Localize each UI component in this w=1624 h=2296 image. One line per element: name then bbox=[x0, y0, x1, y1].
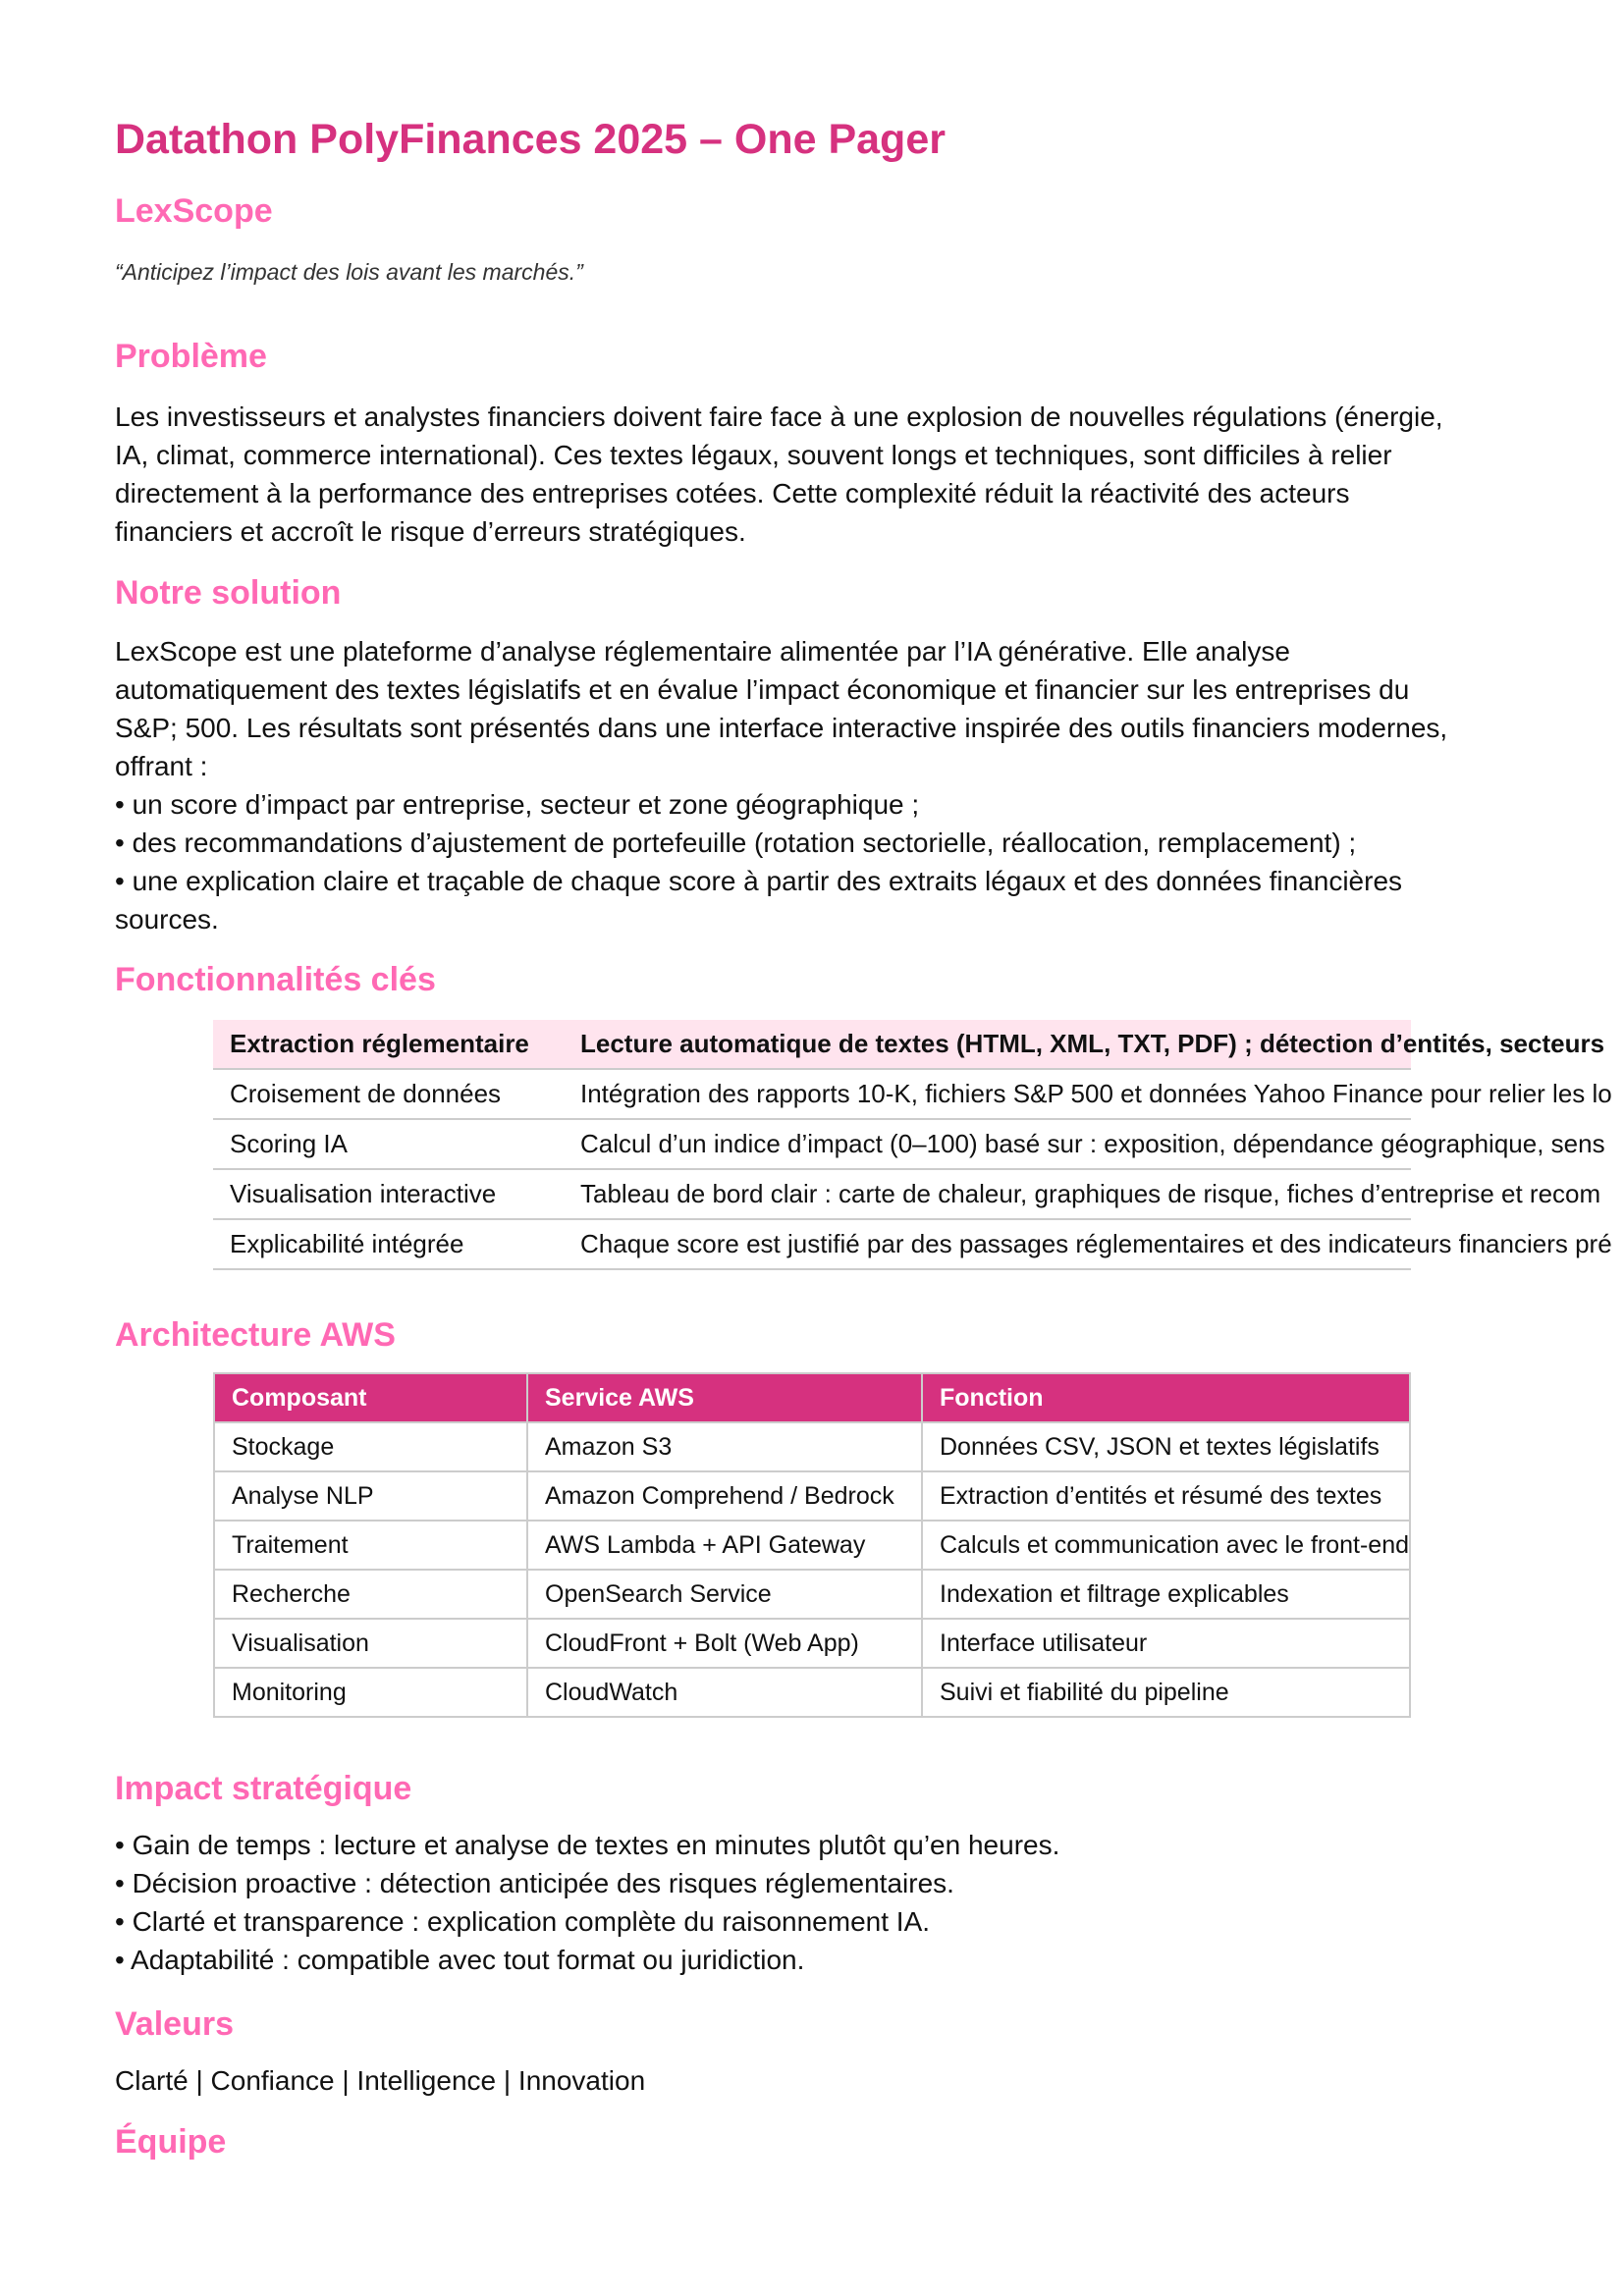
features-heading: Fonctionnalités clés bbox=[115, 961, 436, 998]
bullet-item: • une explication claire et traçable de chaque score à partir des extraits légaux et des données financières bbox=[115, 866, 1403, 896]
cell-fonction: Indexation et filtrage explicables bbox=[922, 1570, 1410, 1619]
cell-composant: Stockage bbox=[214, 1422, 527, 1471]
table-row bbox=[213, 1169, 1411, 1219]
solution-heading: Notre solution bbox=[115, 574, 342, 612]
table-row bbox=[214, 1619, 1410, 1668]
cell-fonction: Données CSV, JSON et textes législatifs bbox=[922, 1422, 1410, 1471]
text-line: automatiquement des textes législatifs et en évalue l’impact économique et financier sur les entreprises du bbox=[115, 674, 1410, 705]
cell-fonction: Suivi et fiabilité du pipeline bbox=[922, 1668, 1410, 1717]
bullet-item: • Adaptabilité : compatible avec tout format ou juridiction. bbox=[115, 1945, 805, 1975]
bullet-item: • Décision proactive : détection anticipée des risques réglementaires. bbox=[115, 1868, 954, 1898]
text-line: financiers et accroît le risque d’erreurs stratégiques. bbox=[115, 516, 746, 547]
tagline: “Anticipez l’impact des lois avant les marchés.” bbox=[115, 259, 583, 285]
feature-description: Chaque score est justifié par des passages réglementaires et des indicateurs financiers pré bbox=[564, 1219, 1411, 1269]
text-line: sources. bbox=[115, 904, 219, 934]
bullet-item: • des recommandations d’ajustement de portefeuille (rotation sectorielle, réallocation, remplacement) ; bbox=[115, 828, 1357, 858]
text-line: IA, climat, commerce international). Ces textes légaux, souvent longs et techniques, sont difficiles à relier bbox=[115, 440, 1392, 470]
impact-heading: Impact stratégique bbox=[115, 1770, 412, 1807]
bullet-item: • un score d’impact par entreprise, secteur et zone géographique ; bbox=[115, 789, 920, 820]
feature-description: Intégration des rapports 10-K, fichiers S&P 500 et données Yahoo Finance pour relier les lo bbox=[564, 1069, 1411, 1119]
equipe-heading: Équipe bbox=[115, 2123, 227, 2161]
cell-service: OpenSearch Service bbox=[527, 1570, 922, 1619]
table-row bbox=[214, 1570, 1410, 1619]
table-row bbox=[214, 1471, 1410, 1521]
table-row bbox=[213, 1069, 1411, 1119]
feature-description: Calcul d’un indice d’impact (0–100) basé sur : exposition, dépendance géographique, sens bbox=[564, 1119, 1411, 1169]
solution-paragraph bbox=[115, 632, 1529, 938]
feature-description: Tableau de bord clair : carte de chaleur, graphiques de risque, fiches d’entreprise et recom bbox=[564, 1169, 1411, 1219]
valeurs-text: Clarté | Confiance | Intelligence | Innovation bbox=[115, 2065, 646, 2096]
table-row bbox=[213, 1119, 1411, 1169]
table-row bbox=[213, 1219, 1411, 1269]
table-row bbox=[213, 1020, 1411, 1069]
cell-service: Amazon Comprehend / Bedrock bbox=[527, 1471, 922, 1521]
text-line: LexScope est une plateforme d’analyse réglementaire alimentée par l’IA générative. Elle analyse bbox=[115, 636, 1290, 667]
cell-composant: Visualisation bbox=[214, 1619, 527, 1668]
table-header-row bbox=[214, 1373, 1410, 1422]
cell-service: Amazon S3 bbox=[527, 1422, 922, 1471]
column-header: Composant bbox=[214, 1373, 527, 1422]
architecture-table bbox=[213, 1372, 1411, 1718]
cell-fonction: Interface utilisateur bbox=[922, 1619, 1410, 1668]
document-title: Datathon PolyFinances 2025 – One Pager bbox=[115, 116, 946, 163]
architecture-heading: Architecture AWS bbox=[115, 1316, 396, 1354]
cell-composant: Recherche bbox=[214, 1570, 527, 1619]
text-line: directement à la performance des entreprises cotées. Cette complexité réduit la réactivité des acteurs bbox=[115, 478, 1350, 508]
cell-service: CloudWatch bbox=[527, 1668, 922, 1717]
cell-fonction: Extraction d’entités et résumé des textes bbox=[922, 1471, 1410, 1521]
impact-list bbox=[115, 1826, 1059, 1979]
cell-composant: Monitoring bbox=[214, 1668, 527, 1717]
cell-composant: Analyse NLP bbox=[214, 1471, 527, 1521]
features-table bbox=[213, 1020, 1612, 1270]
bullet-item: • Clarté et transparence : explication complète du raisonnement IA. bbox=[115, 1906, 931, 1937]
valeurs-heading: Valeurs bbox=[115, 2005, 234, 2043]
feature-name: Extraction réglementaire bbox=[213, 1020, 564, 1069]
feature-name: Scoring IA bbox=[213, 1119, 564, 1169]
feature-name: Visualisation interactive bbox=[213, 1169, 564, 1219]
feature-name: Explicabilité intégrée bbox=[213, 1219, 564, 1269]
cell-service: CloudFront + Bolt (Web App) bbox=[527, 1619, 922, 1668]
probleme-heading: Problème bbox=[115, 338, 267, 375]
column-header: Service AWS bbox=[527, 1373, 922, 1422]
feature-description: Lecture automatique de textes (HTML, XML, TXT, PDF) ; détection d’entités, secteurs bbox=[564, 1020, 1411, 1069]
text-line: Les investisseurs et analystes financiers doivent faire face à une explosion de nouvelles régulations (énergie, bbox=[115, 401, 1443, 432]
text-line: offrant : bbox=[115, 751, 208, 781]
cell-composant: Traitement bbox=[214, 1521, 527, 1570]
product-name-heading: LexScope bbox=[115, 192, 273, 230]
cell-service: AWS Lambda + API Gateway bbox=[527, 1521, 922, 1570]
feature-name: Croisement de données bbox=[213, 1069, 564, 1119]
column-header: Fonction bbox=[922, 1373, 1410, 1422]
table-row bbox=[214, 1668, 1410, 1717]
table-row bbox=[214, 1521, 1410, 1570]
cell-fonction: Calculs et communication avec le front-end bbox=[922, 1521, 1410, 1570]
text-line: S&P; 500. Les résultats sont présentés dans une interface interactive inspirée des outils financiers modernes, bbox=[115, 713, 1448, 743]
bullet-item: • Gain de temps : lecture et analyse de textes en minutes plutôt qu’en heures. bbox=[115, 1830, 1060, 1860]
probleme-paragraph bbox=[115, 398, 1529, 551]
table-row bbox=[214, 1422, 1410, 1471]
